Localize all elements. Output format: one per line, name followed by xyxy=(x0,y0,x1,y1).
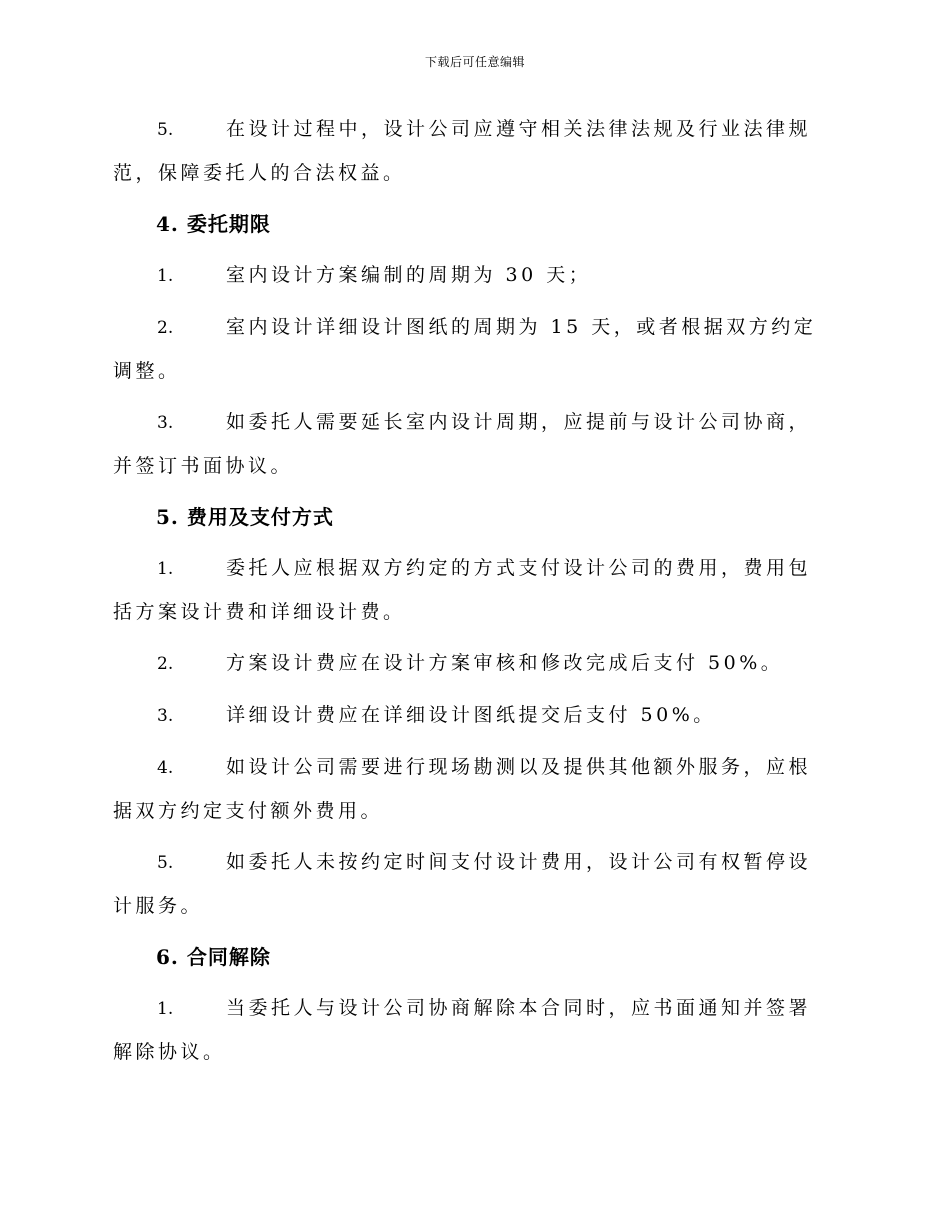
item-text: 如委托人未按约定时间支付设计费用，设计公司有权暂停设计服务。 xyxy=(113,851,812,917)
item-text: 当委托人与设计公司协商解除本合同时，应书面通知并签署解除协议。 xyxy=(113,997,812,1063)
item-number: 3. xyxy=(157,706,174,726)
item-number: 2. xyxy=(157,318,174,338)
item-text: 如委托人需要延长室内设计周期，应提前与设计公司协商，并签订书面协议。 xyxy=(113,411,812,477)
item-text: 在设计过程中，设计公司应遵守相关法律法规及行业法律规范，保障委托人的合法权益。 xyxy=(113,118,812,184)
item-number: 1. xyxy=(157,266,174,286)
item-number: 5. xyxy=(157,853,174,873)
item-number: 1. xyxy=(157,999,174,1019)
list-item xyxy=(113,841,833,928)
item-text: 详细设计费应在详细设计图纸提交后支付 50%。 xyxy=(226,704,716,726)
page-header: 下载后可任意编辑 xyxy=(424,55,525,69)
item-text: 室内设计详细设计图纸的周期为 15 天，或者根据双方约定调整。 xyxy=(113,316,817,382)
list-item xyxy=(113,108,833,195)
list-item xyxy=(113,694,833,738)
item-number: 2. xyxy=(157,654,174,674)
item-number: 4. xyxy=(157,758,174,778)
list-item xyxy=(113,987,833,1074)
item-text: 如设计公司需要进行现场勘测以及提供其他额外服务，应根据双方约定支付额外费用。 xyxy=(113,756,812,822)
document-body xyxy=(113,108,833,1082)
item-number: 3. xyxy=(157,413,174,433)
item-number: 5. xyxy=(157,120,174,140)
section-heading: 5. 费用及支付方式 xyxy=(156,505,334,529)
list-item xyxy=(113,306,833,393)
item-text: 委托人应根据双方约定的方式支付设计公司的费用，费用包括方案设计费和详细设计费。 xyxy=(113,557,812,623)
item-text: 室内设计方案编制的周期为 30 天； xyxy=(226,264,592,286)
item-text: 方案设计费应在设计方案审核和修改完成后支付 50%。 xyxy=(226,652,784,674)
list-item xyxy=(113,642,833,686)
list-item xyxy=(113,547,833,634)
section-heading: 4. 委托期限 xyxy=(156,212,271,236)
list-item xyxy=(113,746,833,833)
section-heading: 6. 合同解除 xyxy=(156,945,271,969)
list-item xyxy=(113,254,833,298)
item-number: 1. xyxy=(157,559,174,579)
list-item xyxy=(113,401,833,488)
